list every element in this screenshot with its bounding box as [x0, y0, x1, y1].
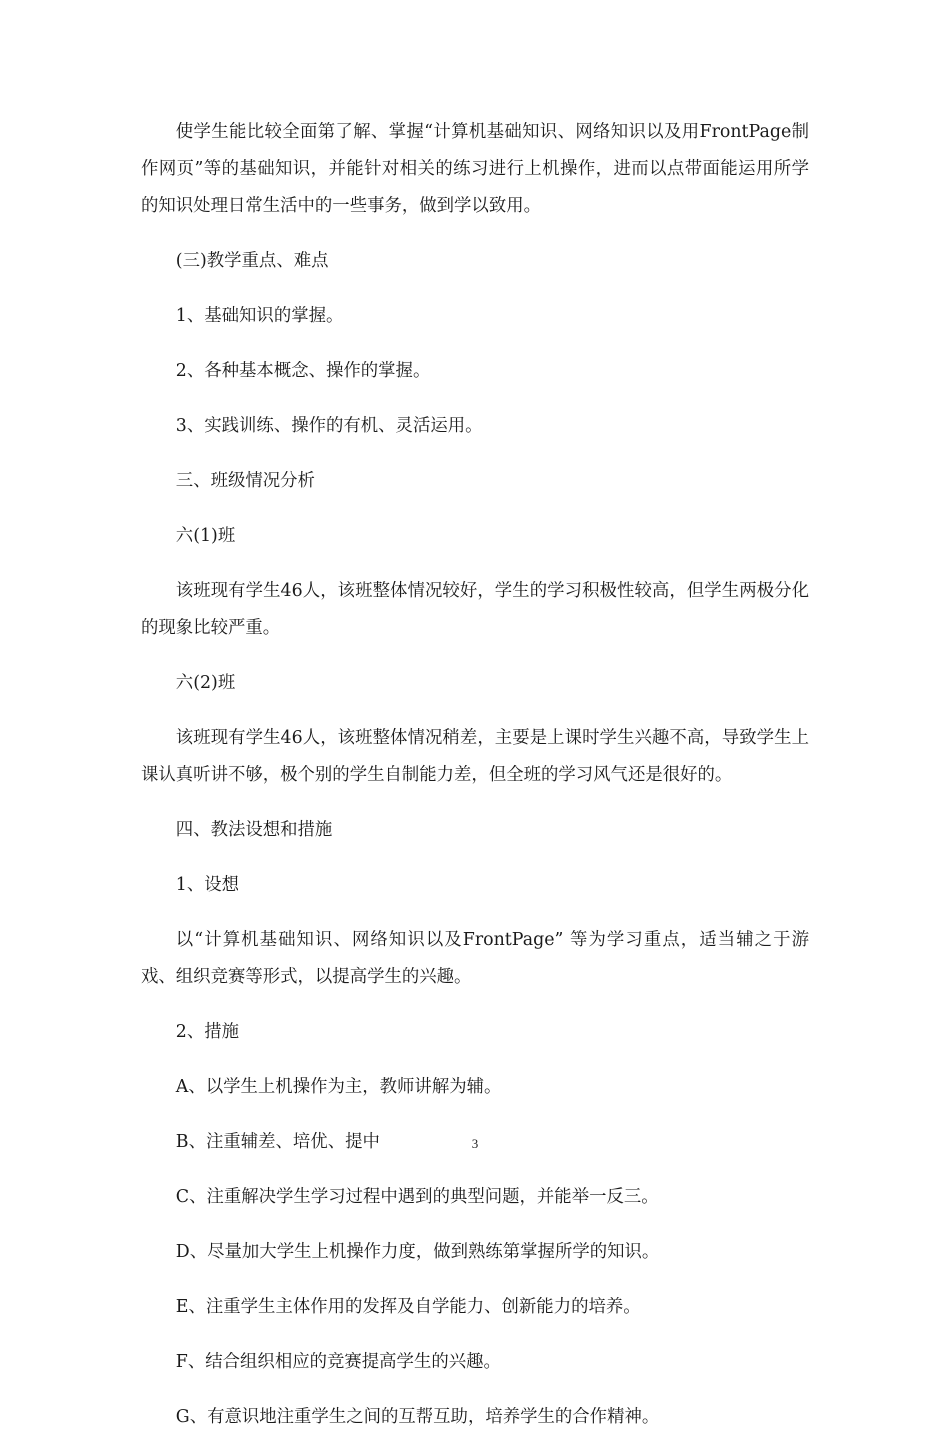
- list-item-measure-a: A、以学生上机操作为主，教师讲解为辅。: [175, 1077, 502, 1097]
- heading-class-analysis: 三、班级情况分析: [175, 471, 315, 491]
- paragraph-class-6-1: 该班现有学生46人，该班整体情况较好，学生的学习积极性较高，但学生两极分化的现象比较严重。: [141, 581, 809, 638]
- subheading-measures: 2、措施: [175, 1022, 240, 1042]
- list-item-focus-1: 1、基础知识的掌握。: [175, 306, 344, 326]
- list-item-measure-f: F、结合组织相应的竞赛提高学生的兴趣。: [175, 1352, 501, 1372]
- list-item-measure-g: G、有意识地注重学生之间的互帮互助，培养学生的合作精神。: [175, 1407, 660, 1427]
- list-item-focus-2: 2、各种基本概念、操作的掌握。: [175, 361, 431, 381]
- paragraph-ideas: 以“计算机基础知识、网络知识以及FrontPage” 等为学习重点，适当辅之于游戏、组织竞赛等形式，以提高学生的兴趣。: [141, 930, 809, 987]
- list-item-measure-d: D、尽量加大学生上机操作力度，做到熟练第掌握所学的知识。: [175, 1242, 660, 1262]
- subheading-class-6-2: 六(2)班: [175, 673, 236, 693]
- list-item-measure-b: B、注重辅差、培优、提中: [175, 1132, 380, 1152]
- document-body: [141, 114, 809, 1454]
- list-item-measure-e: E、注重学生主体作用的发挥及自学能力、创新能力的培养。: [175, 1297, 641, 1317]
- paragraph-intro-goal: 使学生能比较全面第了解、掌握“计算机基础知识、网络知识以及用FrontPage制作网页”等的基础知识，并能针对相关的练习进行上机操作，进而以点带面能运用所学的知识处理日常生活中的一些事务，做到学以致用。: [141, 122, 809, 216]
- heading-teaching-methods: 四、教法设想和措施: [175, 820, 333, 840]
- list-item-measure-c: C、注重解决学生学习过程中遇到的典型问题，并能举一反三。: [175, 1187, 659, 1207]
- heading-teaching-focus: (三)教学重点、难点: [175, 251, 329, 271]
- subheading-class-6-1: 六(1)班: [175, 526, 236, 546]
- page-number: 3: [471, 1136, 479, 1151]
- subheading-ideas: 1、设想: [175, 875, 240, 895]
- paragraph-class-6-2: 该班现有学生46人，该班整体情况稍差，主要是上课时学生兴趣不高，导致学生上课认真听讲不够，极个别的学生自制能力差，但全班的学习风气还是很好的。: [141, 728, 809, 785]
- list-item-focus-3: 3、实践训练、操作的有机、灵活运用。: [175, 416, 483, 436]
